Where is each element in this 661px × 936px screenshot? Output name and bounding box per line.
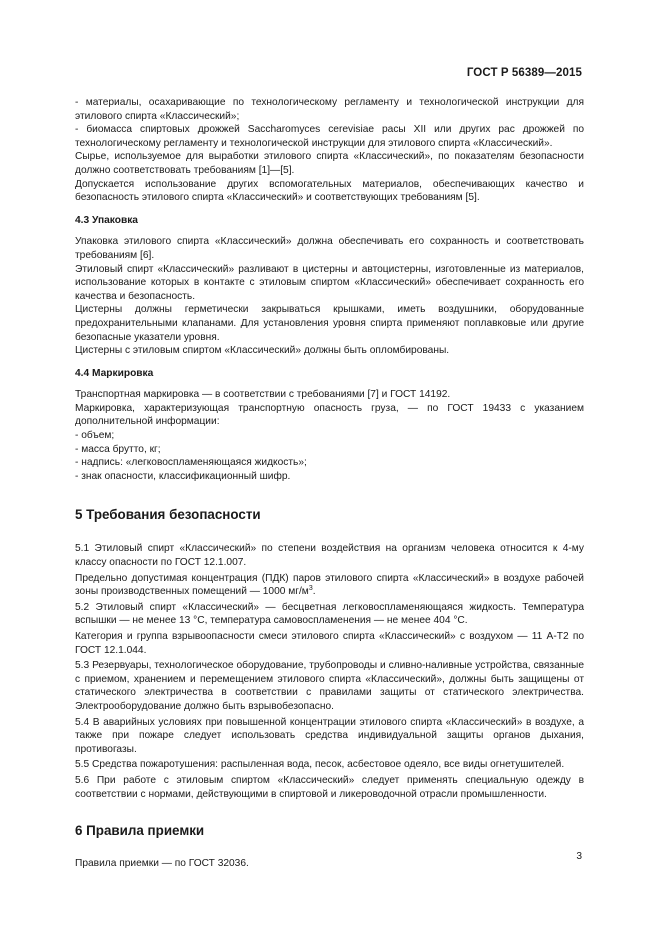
page-number: 3: [576, 851, 582, 862]
marking-paragraph: Маркировка, характеризующая транспортную опасность груза, — по ГОСТ 19433 с указанием дополнительной информации:: [75, 402, 584, 428]
packaging-paragraph: Цистерны с этиловым спиртом «Классический» должны быть опломбированы.: [75, 345, 450, 357]
acceptance-paragraph: Правила приемки — по ГОСТ 32036.: [75, 858, 249, 870]
safety-paragraph: 5.2 Этиловый спирт «Классический» — бесцветная легковоспламеняющаяся жидкость. Температура вспышки — не менее 13 °С, температура самовоспламенения — не менее 404 °С.: [75, 601, 584, 627]
safety-paragraph: Категория и группа взрывоопасности смеси этилового спирта «Классический» с воздухом — 11 А-Т2 по ГОСТ 12.1.044.: [75, 631, 584, 656]
marking-list-item: - объем;: [75, 430, 115, 442]
intro-paragraph: Сырье, используемое для выработки этилового спирта «Классический», по показателям безопасности должно соответствовать требованиям [1]—[5].: [75, 151, 584, 176]
marking-list-item: - надпись: «легковоспламеняющаяся жидкость»;: [75, 457, 307, 469]
safety-paragraph: 5.1 Этиловый спирт «Классический» по степени воздействия на организм человека относится к 4-му классу опасности по ГОСТ 12.1.007.: [75, 543, 584, 569]
section-title-acceptance: 6 Правила приемки: [75, 823, 205, 839]
packaging-paragraph: Этиловый спирт «Классический» разливают в цистерны и автоцистерны, изготовленные из материалов, использование которых в контакте с этиловым спиртом «Классический» обеспечивает сохранность его качества и безопасность.: [75, 263, 584, 302]
document-code: ГОСТ Р 56389—2015: [466, 67, 582, 79]
intro-list-item: - материалы, осахаривающие по технологическому регламенту и технологической инструкции для этилового спирта «Классический»;: [75, 97, 584, 122]
subsection-title-marking: 4.4 Маркировка: [75, 367, 154, 379]
pdk-end: .: [312, 586, 316, 598]
subsection-title-packaging: 4.3 Упаковка: [75, 214, 138, 226]
intro-paragraph: Допускается использование других вспомогательных материалов, обеспечивающих качество и безопасность этилового спирта «Классический» и соответствующих требованиям [5].: [75, 178, 584, 204]
marking-list-item: - знак опасности, классификационный шифр.: [75, 470, 291, 482]
packaging-paragraph: Цистерны должны герметически закрываться крышками, иметь воздушники, оборудованные предохранительными клапанами. Для установления уровня спирта применяют поплавковые или другие безопасные указатели уровня.: [75, 304, 584, 343]
safety-paragraph-pdk: [75, 572, 584, 599]
safety-paragraph: 5.5 Средства пожаротушения: распыленная вода, песок, асбестовое одеяло, все виды огнетушителей.: [75, 759, 565, 771]
intro-list-item: - биомасса спиртовых дрожжей Saccharomyces cerevisiae расы XII или других рас дрожжей по технологическому регламенту и технологической инструкции для этилового спирта «Классический».: [75, 124, 584, 149]
pdk-superscript: 3: [308, 585, 313, 593]
pdk-text: Предельно допустимая концентрация (ПДК) паров этилового спирта «Классический» в воздухе рабочей зоны производственных помещений — 1000 мг/м: [75, 572, 584, 598]
page-content: [75, 96, 584, 871]
section-title-safety: 5 Требования безопасности: [75, 507, 261, 523]
safety-paragraph: 5.6 При работе с этиловым спиртом «Классический» следует применять специальную одежду в соответствии с нормами, действующими в спиртовой и ликероводочной отрасли промышленности.: [75, 774, 584, 800]
packaging-paragraph: Упаковка этилового спирта «Классический» должна обеспечивать его сохранность и соответствовать требованиям [6].: [75, 236, 584, 261]
marking-paragraph: Транспортная маркировка — в соответствии с требованиями [7] и ГОСТ 14192.: [75, 389, 451, 401]
marking-list-item: - масса брутто, кг;: [75, 443, 161, 455]
safety-paragraph: 5.4 В аварийных условиях при повышенной концентрации этилового спирта «Классический» в воздухе, а также при пожаре следует использовать средства индивидуальной защиты органов дыхания, противогазы.: [75, 716, 584, 755]
safety-paragraph: 5.3 Резервуары, технологическое оборудование, трубопроводы и сливно-наливные устройства, связанные с приемом, хранением и перемещением этилового спирта «Классический», должны быть защищены от статического электричества в соответствии с правилами защиты от статического электричества. Электрооборудование должно быть взрывобезопасно.: [75, 660, 584, 712]
